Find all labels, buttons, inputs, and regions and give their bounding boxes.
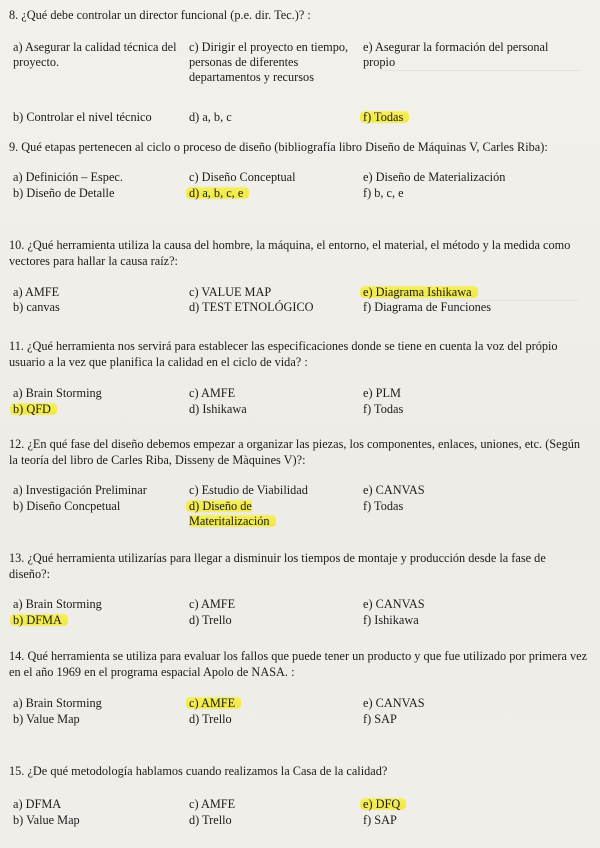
option-c[interactable]: c) Diseño Conceptual xyxy=(189,170,296,184)
question-9 xyxy=(9,139,589,202)
option-e[interactable]: e) DFQ xyxy=(360,797,406,811)
options-grid xyxy=(9,483,589,531)
option-d[interactable]: d) a, b, c, e xyxy=(186,186,249,200)
option-e[interactable]: e) Asegurar la formación del personal propio xyxy=(363,40,549,69)
option-d[interactable]: d) Trello xyxy=(189,813,232,827)
option-c[interactable]: c) AMFE xyxy=(186,696,241,710)
option-b[interactable]: b) Diseño Concpetual xyxy=(13,499,121,513)
options-grid xyxy=(9,285,589,317)
option-c[interactable]: c) AMFE xyxy=(189,386,236,400)
option-b[interactable]: b) Value Map xyxy=(13,712,80,726)
question-15 xyxy=(9,763,589,829)
options-grid xyxy=(9,40,589,126)
option-a[interactable]: a) AMFE xyxy=(13,285,60,299)
question-stem: 8. ¿Qué debe controlar un director funcional (p.e. dir. Tec.)? : xyxy=(9,8,311,22)
option-c[interactable]: c) AMFE xyxy=(189,597,236,611)
question-stem: 15. ¿De qué metodología hablamos cuando realizamos la Casa de la calidad? xyxy=(9,764,388,778)
option-d[interactable]: d) Ishikawa xyxy=(189,402,247,416)
question-stem: 11. ¿Qué herramienta nos servirá para establecer las especificaciones donde se tiene en cuenta la voz del própio usuario a la vez que planifica la calidad en el ciclo de vida? : xyxy=(9,339,558,369)
option-b[interactable]: b) canvas xyxy=(13,300,60,314)
question-stem: 13. ¿Qué herramienta utilizarías para llegar a disminuir los tiempos de montaje y producción desde la fase de diseño?: xyxy=(9,551,546,581)
option-f[interactable]: f) Todas xyxy=(363,402,404,416)
option-b[interactable]: b) QFD xyxy=(10,402,57,416)
question-stem: 9. Qué etapas pertenecen al ciclo o proceso de diseño (bibliografía libro Diseño de Máquinas V, Carles Riba): xyxy=(9,140,548,154)
question-stem: 12. ¿En qué fase del diseño debemos empezar a organizar las piezas, los componentes, enlaces, uniones, etc. (Según la teoría del libro de Carles Riba, Disseny de Màquines V)?: xyxy=(9,437,581,467)
option-e[interactable]: e) Diseño de Materialización xyxy=(363,170,506,184)
question-12 xyxy=(9,436,589,531)
option-a[interactable]: a) Investigación Preliminar xyxy=(13,483,147,497)
options-grid xyxy=(9,597,589,629)
option-b[interactable]: b) Value Map xyxy=(13,813,80,827)
option-f[interactable]: f) Ishikawa xyxy=(363,613,419,627)
option-e[interactable]: e) Diagrama Ishikawa xyxy=(360,285,478,299)
question-stem: 10. ¿Qué herramienta utiliza la causa del hombre, la máquina, el entorno, el material, el método y la medida como vectores para hallar la causa raíz?: xyxy=(9,238,571,268)
question-11 xyxy=(9,338,589,418)
option-d[interactable]: d) a, b, c xyxy=(189,110,232,124)
option-f[interactable]: f) SAP xyxy=(363,813,397,827)
options-grid xyxy=(9,696,589,728)
option-a[interactable]: a) DFMA xyxy=(13,797,62,811)
option-e[interactable]: e) CANVAS xyxy=(363,483,425,497)
option-d[interactable]: d) TEST ETNOLÓGICO xyxy=(189,300,314,314)
question-8 xyxy=(9,7,589,126)
question-10 xyxy=(9,237,589,317)
option-e[interactable]: e) PLM xyxy=(363,386,401,400)
option-a[interactable]: a) Asegurar la calidad técnica del proyecto. xyxy=(13,40,177,69)
options-grid xyxy=(9,170,589,202)
options-grid xyxy=(9,386,589,418)
option-e[interactable]: e) CANVAS xyxy=(363,696,425,710)
option-c[interactable]: c) AMFE xyxy=(189,797,236,811)
option-c[interactable]: c) VALUE MAP xyxy=(189,285,272,299)
option-f[interactable]: f) SAP xyxy=(363,712,397,726)
option-f[interactable]: f) Diagrama de Funciones xyxy=(363,300,492,314)
option-d[interactable]: d) Diseño de Materitalización xyxy=(186,499,276,528)
option-c[interactable]: c) Dirigir el proyecto en tiempo, personas de diferentes departamentos y recursos xyxy=(189,40,349,84)
option-e[interactable]: e) CANVAS xyxy=(363,597,425,611)
question-14 xyxy=(9,648,589,728)
option-d[interactable]: d) Trello xyxy=(189,613,232,627)
option-f[interactable]: f) b, c, e xyxy=(363,186,404,200)
option-d[interactable]: d) Trello xyxy=(189,712,232,726)
option-b[interactable]: b) DFMA xyxy=(10,613,68,627)
option-a[interactable]: a) Brain Storming xyxy=(13,696,102,710)
option-b[interactable]: b) Diseño de Detalle xyxy=(13,186,115,200)
question-stem: 14. Qué herramienta se utiliza para evaluar los fallos que puede tener un producto y que fue utilizado por primera vez en el año 1969 en el programa espacial Apolo de NASA. : xyxy=(9,649,588,679)
question-13 xyxy=(9,550,589,629)
option-f[interactable]: f) Todas xyxy=(360,110,409,124)
options-grid xyxy=(9,797,589,829)
option-f[interactable]: f) Todas xyxy=(363,499,404,513)
option-a[interactable]: a) Brain Storming xyxy=(13,597,102,611)
option-b[interactable]: b) Controlar el nivel técnico xyxy=(13,110,152,124)
option-a[interactable]: a) Definición – Espec. xyxy=(13,170,123,184)
option-a[interactable]: a) Brain Storming xyxy=(13,386,102,400)
option-c[interactable]: c) Estudio de Viabilidad xyxy=(189,483,308,497)
